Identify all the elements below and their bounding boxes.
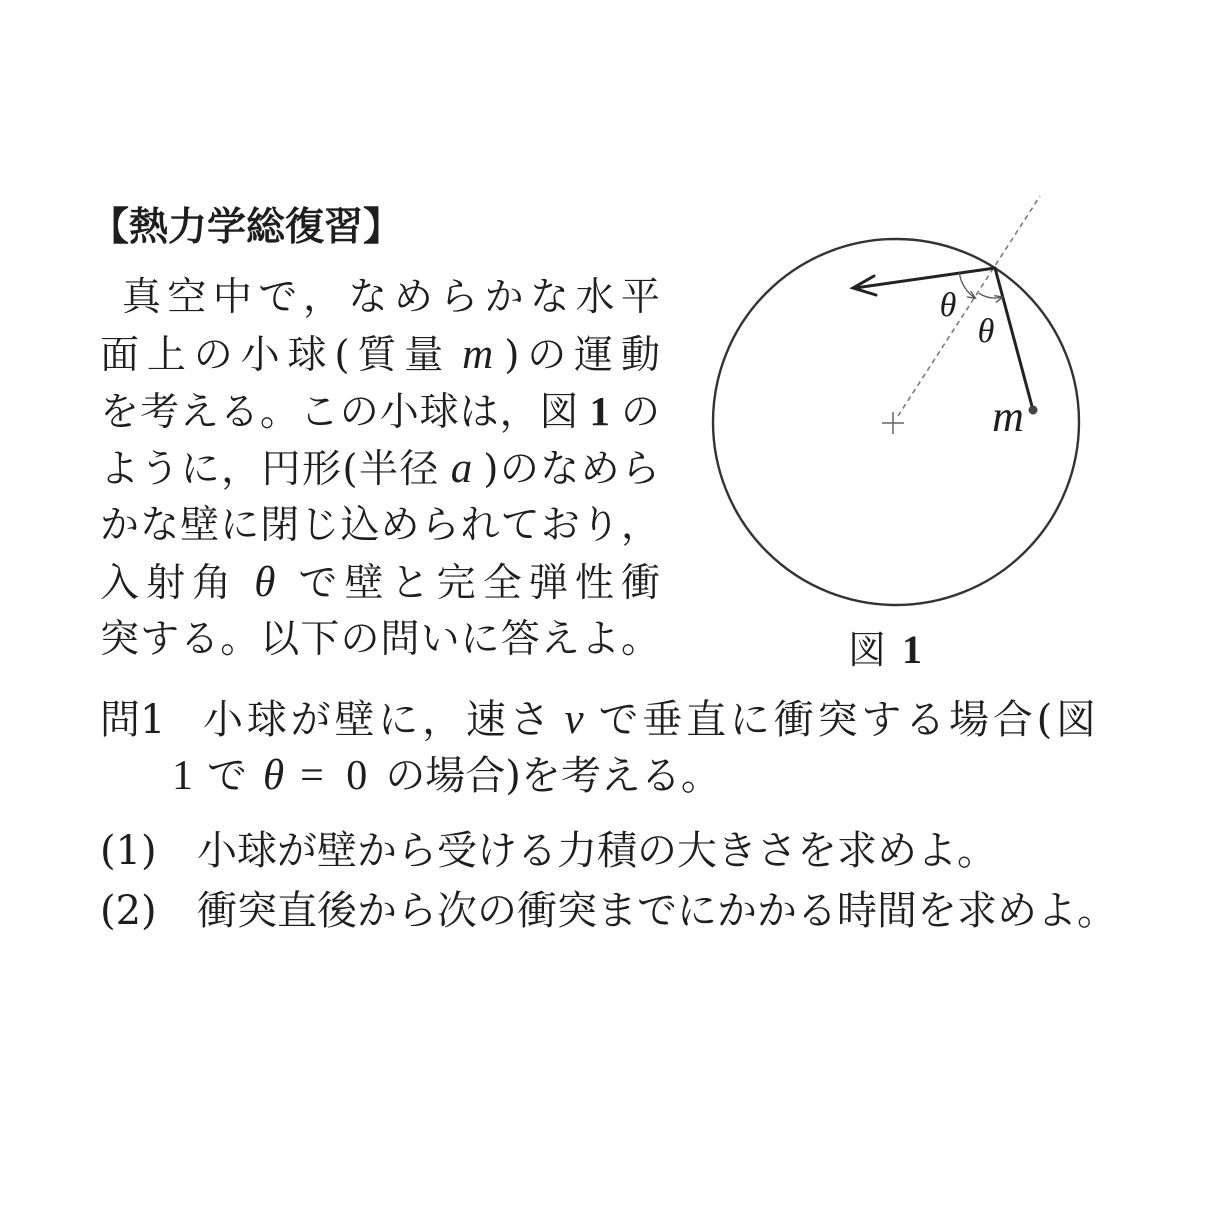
question-1-line-2-text-b: の場合)を考える。 <box>385 753 721 799</box>
intro-line-3-text-b: の <box>620 390 660 435</box>
subquestion-1-label: (1) <box>100 828 157 874</box>
title: 【熱力学総復習】 <box>90 205 403 250</box>
subquestion-2-label: (2) <box>100 888 157 934</box>
incident-path <box>995 268 1033 410</box>
intro-line-1: 真空中で，なめらかな水平 <box>122 275 660 320</box>
intro-line-5: かな壁に閉じ込められており， <box>100 503 660 548</box>
circular-wall <box>713 239 1079 605</box>
intro-line-6 <box>100 558 660 609</box>
figure-1-diagram <box>700 180 1100 620</box>
question-1-line-1 <box>203 695 1096 745</box>
subquestion-2-text: 衝突直後から次の衝突までにかかる時間を求めよ。 <box>197 888 1117 934</box>
intro-line-3 <box>100 386 660 438</box>
subquestion-1 <box>100 826 997 876</box>
intro-line-4 <box>100 444 660 495</box>
radius-variable: a <box>450 445 473 492</box>
angle-arc-reflected <box>959 273 975 298</box>
subquestion-1-text: 小球が壁から受ける力積の大きさを求めよ。 <box>197 828 997 874</box>
intro-line-2 <box>100 330 660 381</box>
question-1-line-2 <box>172 751 721 801</box>
theta-variable: θ <box>263 752 285 799</box>
figure-caption <box>848 625 922 675</box>
center-mark <box>882 412 904 434</box>
normal-line <box>898 196 1040 416</box>
ball <box>1029 406 1038 415</box>
intro-line-3-text-a: を考える。この小球は，図 <box>100 390 580 435</box>
angle-arc-incident <box>979 293 1003 298</box>
figure-number-ref: 1 <box>589 388 611 434</box>
question-1-label: 問1 <box>100 697 166 743</box>
question-1-line-2-text-a: で <box>207 753 247 799</box>
subquestion-2 <box>100 886 1117 936</box>
figure-caption-number: 1 <box>902 627 923 672</box>
theta-label-incident: θ <box>977 313 995 350</box>
intro-line-2-text-a: 面上の小球(質量 <box>100 333 452 378</box>
reflected-path <box>855 268 995 288</box>
question-1-line-1-text-a: 小球が壁に，速さ <box>203 697 554 743</box>
intro-line-6-text-b: で壁と完全弾性衝 <box>291 561 660 606</box>
mass-label: m <box>992 392 1024 441</box>
theta-equals-zero: = 0 <box>300 753 368 799</box>
speed-variable: v <box>564 696 584 743</box>
theta-label-reflected: θ <box>939 287 957 324</box>
question-1-line-1-text-b: で垂直に衝突する場合(図 <box>594 697 1097 743</box>
mass-variable: m <box>462 331 494 378</box>
figure-number-ref-2: 1 <box>172 753 193 799</box>
intro-line-6-text-a: 入射角 <box>100 561 239 606</box>
incidence-angle-variable: θ <box>254 559 276 606</box>
figure-caption-prefix: 図 <box>848 628 887 672</box>
intro-line-2-text-b: )の運動 <box>504 333 660 378</box>
intro-line-4-text-b: )のなめら <box>483 447 661 492</box>
intro-line-4-text-a: ように，円形(半径 <box>100 447 440 492</box>
intro-line-7: 突する。以下の問いに答えよ。 <box>100 617 660 662</box>
